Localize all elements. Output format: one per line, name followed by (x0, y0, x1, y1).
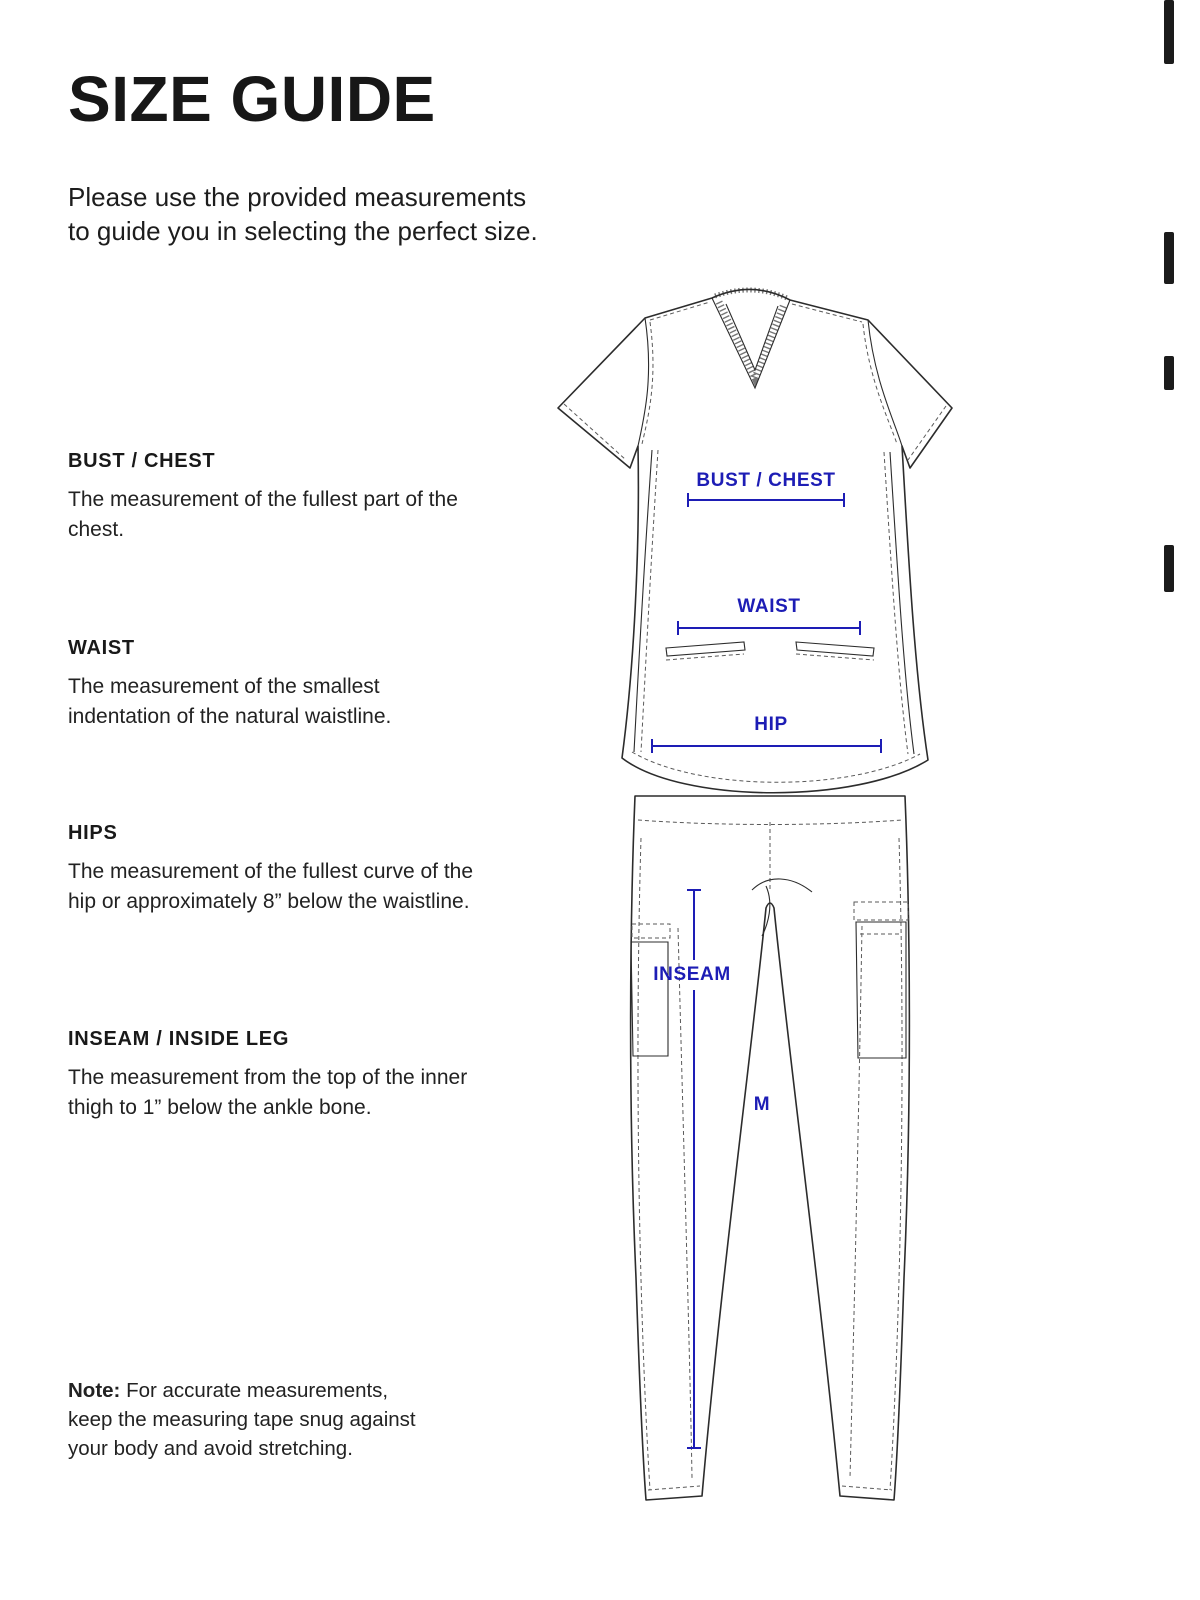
note-body: For accurate measurements, keep the measuring tape snug against your body and avoid stretching. (68, 1379, 416, 1461)
section-heading: BUST / CHEST (68, 450, 216, 472)
scrubs-technical-drawing (540, 278, 1000, 1538)
edge-artifact (1164, 545, 1174, 592)
note-label: Note: (68, 1379, 121, 1402)
section-inseam (68, 1028, 468, 1124)
waist-measure-label: WAIST (737, 596, 801, 617)
size-letter-label: M (753, 1094, 771, 1115)
section-body: The measurement of the fullest part of the chest. (68, 488, 458, 542)
section-body: The measurement from the top of the inner thigh to 1” below the ankle bone. (68, 1066, 468, 1120)
page-title: SIZE GUIDE (68, 63, 436, 135)
scrub-pants-drawing (631, 796, 910, 1500)
hip-measure-label: HIP (754, 714, 788, 735)
inseam-measure-label: INSEAM (653, 964, 731, 985)
edge-artifact (1164, 0, 1174, 64)
intro-text: Please use the provided measurements to guide you in selecting the perfect size. (68, 182, 538, 247)
edge-artifact (1164, 232, 1174, 284)
section-body: The measurement of the smallest indentation of the natural waistline. (68, 675, 392, 729)
section-waist (68, 637, 468, 733)
section-body: The measurement of the fullest curve of the hip or approximately 8” below the waistline. (68, 860, 474, 914)
section-bust-chest (68, 450, 468, 546)
section-heading: HIPS (68, 822, 118, 844)
section-heading: WAIST (68, 637, 135, 659)
section-hips (68, 822, 478, 918)
edge-artifact (1164, 356, 1174, 390)
bust-measure-label: BUST / CHEST (696, 470, 836, 491)
note-text (68, 1376, 428, 1463)
section-heading: INSEAM / INSIDE LEG (68, 1028, 290, 1050)
